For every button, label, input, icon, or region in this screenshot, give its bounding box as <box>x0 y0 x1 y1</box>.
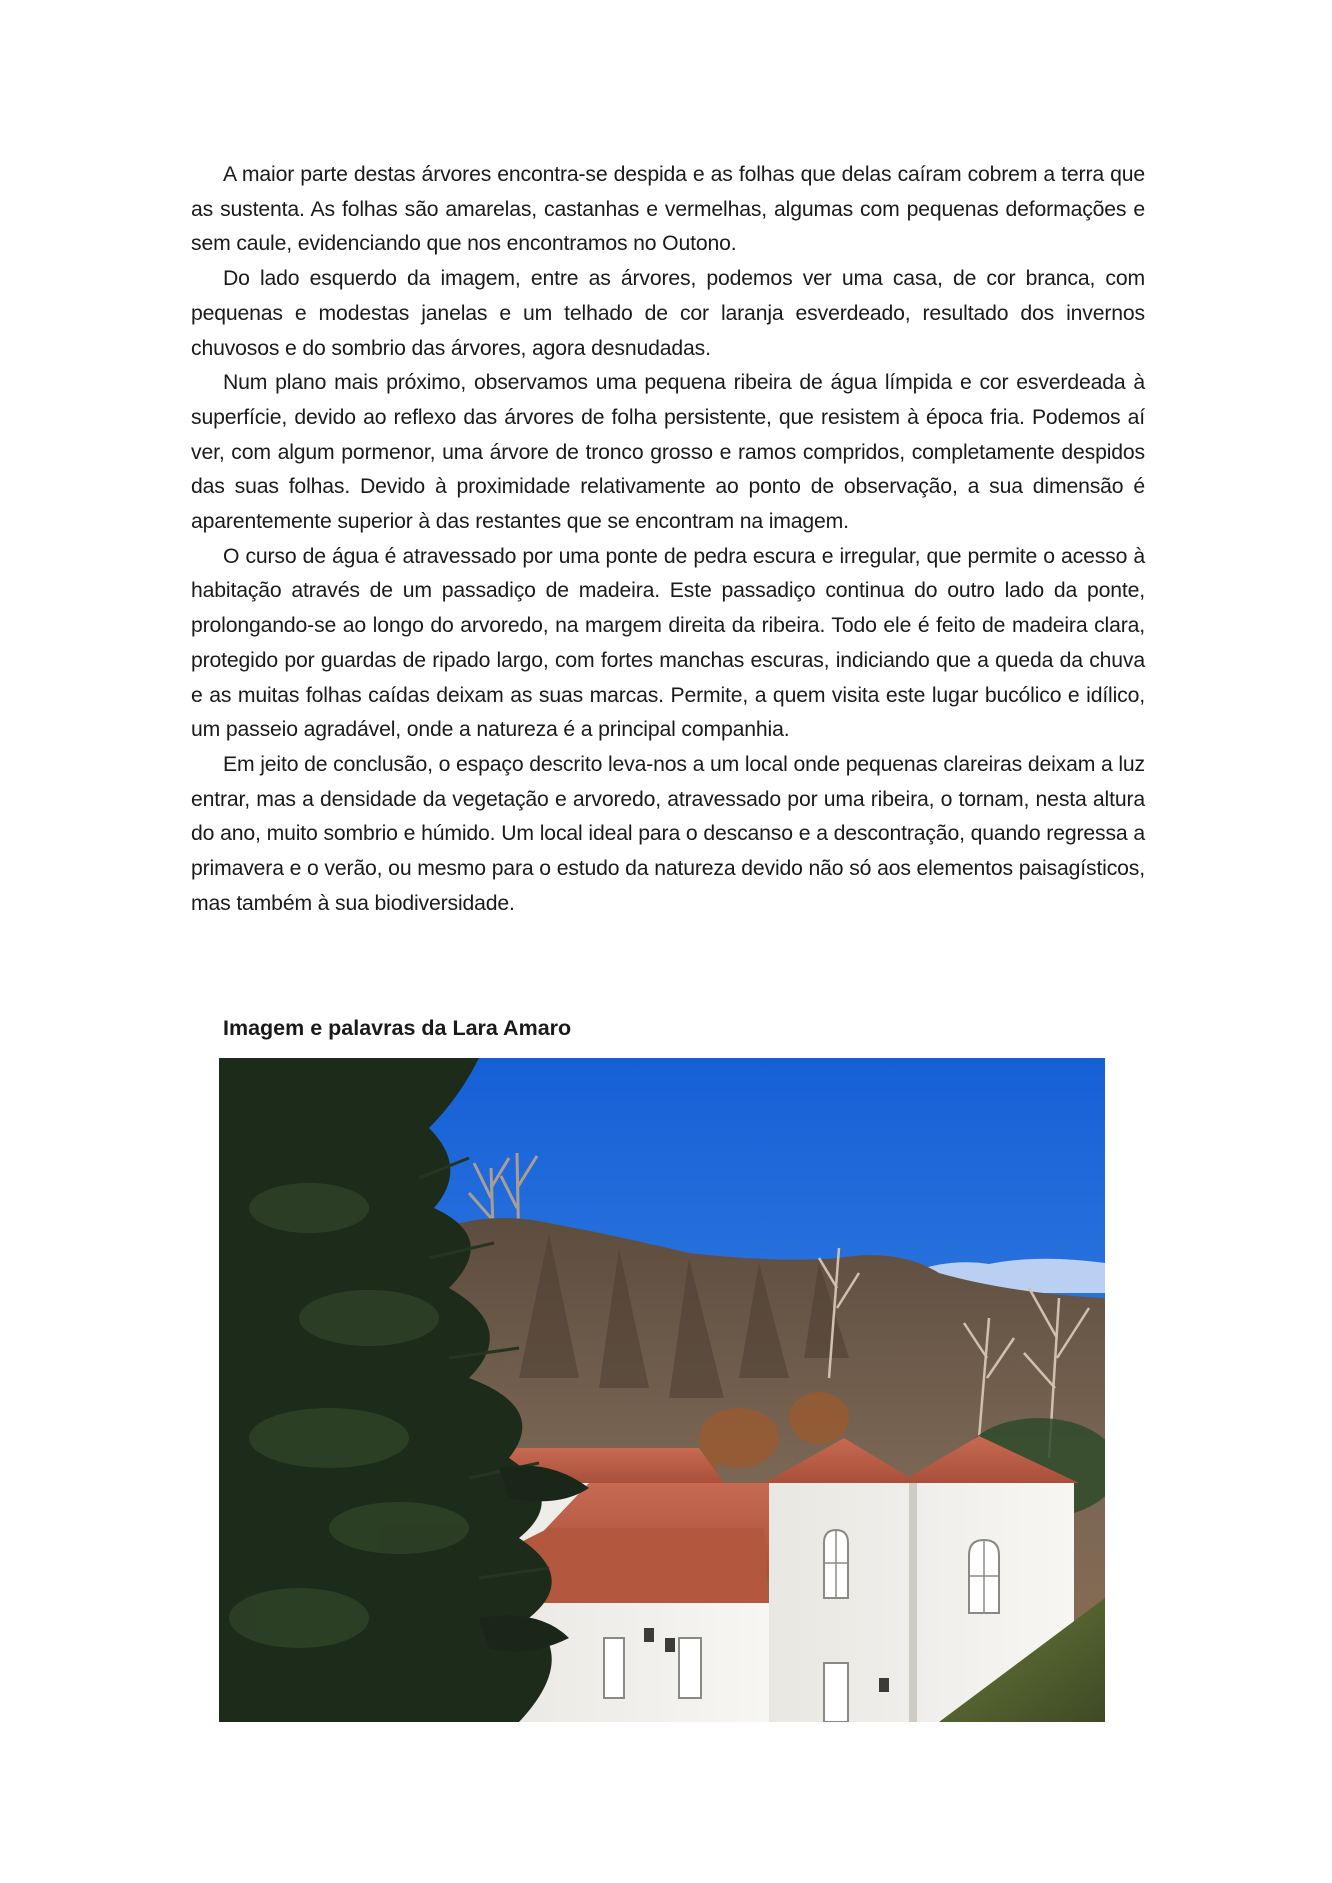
photo-illustration <box>219 1058 1105 1722</box>
paragraph-3: Num plano mais próximo, observamos uma pequena ribeira de água límpida e cor esverdeada à superfície, devido ao reflexo das árvores de folha persistente, que resistem à época fria. Podemos aí ver, com algum pormenor, uma árvore de tronco grosso e ramos compridos, completamente despidos das suas folhas. Devido à proximidade relativamente ao ponto de observação, a sua dimensão é aparentemente superior à das restantes que se encontram na imagem. <box>191 371 1145 534</box>
tower-shadow <box>909 1483 917 1722</box>
paragraph-2: Do lado esquerdo da imagem, entre as árvores, podemos ver uma casa, de cor branca, com pequenas e modestas janelas e um telhado de cor laranja esverdeado, resultado dos invernos chuvosos e do sombrio das árvores, agora desnudadas. <box>191 267 1145 360</box>
paragraph-1: A maior parte destas árvores encontra-se despida e as folhas que delas caíram cobrem a terra que as sustenta. As folhas são amarelas, castanhas e vermelhas, algumas com pequenas deformações e sem caule, evidenciando que nos encontramos no Outono. <box>191 163 1145 256</box>
image-caption: Imagem e palavras da Lara Amaro <box>223 1016 572 1040</box>
paragraph-5: Em jeito de conclusão, o espaço descrito leva-nos a um local onde pequenas clareiras deixam a luz entrar, mas a densidade da vegetação e arvoredo, atravessado por uma ribeira, o tornam, nesta altura do ano, muito sombrio e húmido. Um local ideal para o descanso e a descontração, quando regressa a primavera e o verão, ou mesmo para o estudo da natureza devido não só aos elementos paisagísticos, mas também à sua biodiversidade. <box>191 752 1145 915</box>
paragraph-4: O curso de água é atravessado por uma ponte de pedra escura e irregular, que permite o acesso à habitação através de um passadiço de madeira. Este passadiço continua do outro lado da ponte, prolongando-se ao longo do arvoredo, na margem direita da ribeira. Todo ele é feito de madeira clara, protegido por guardas de ripado largo, com fortes manchas escuras, indiciando que a queda da chuva e as muitas folhas caídas deixam as suas marcas. Permite, a quem visita este lugar bucólico e idílico, um passeio agradável, onde a natureza é a principal companhia. <box>191 544 1145 742</box>
landscape-photo <box>219 1058 1105 1722</box>
article-body <box>191 158 1145 921</box>
